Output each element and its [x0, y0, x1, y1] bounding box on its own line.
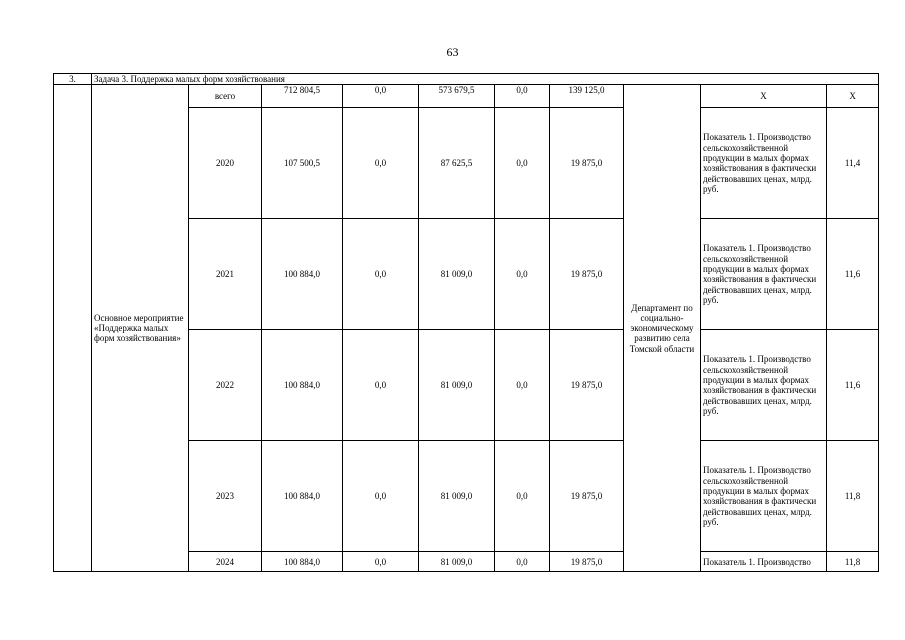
row-indicator-value: 11,8 — [827, 441, 879, 552]
row-local: 0,0 — [495, 108, 550, 219]
row-federal: 0,0 — [343, 441, 419, 552]
row-total: 100 884,0 — [262, 552, 343, 572]
total-amount: 712 804,5 — [262, 85, 343, 108]
row-regional: 81 009,0 — [419, 441, 495, 552]
row-local: 0,0 — [495, 219, 550, 330]
row-local: 0,0 — [495, 552, 550, 572]
row-total: 100 884,0 — [262, 330, 343, 441]
row-regional: 81 009,0 — [419, 330, 495, 441]
total-extra: 139 125,0 — [550, 85, 624, 108]
row-extra: 19 875,0 — [550, 219, 624, 330]
department-cell: Департамент по социально-экономическому развитию села Томской области — [624, 85, 701, 572]
number-cell-empty — [54, 85, 92, 572]
row-indicator-value: 11,6 — [827, 219, 879, 330]
total-federal: 0,0 — [343, 85, 419, 108]
program-table — [53, 73, 879, 572]
event-name: Основное мероприятие «Поддержка малых форм хозяйствования» — [92, 85, 189, 572]
row-federal: 0,0 — [343, 108, 419, 219]
row-federal: 0,0 — [343, 219, 419, 330]
task-row — [54, 74, 879, 85]
row-regional: 87 625,5 — [419, 108, 495, 219]
row-year: 2024 — [189, 552, 262, 572]
row-federal: 0,0 — [343, 552, 419, 572]
row-regional: 81 009,0 — [419, 219, 495, 330]
page-number: 63 — [446, 45, 459, 59]
row-indicator-value: 11,4 — [827, 108, 879, 219]
total-indicator: Х — [701, 85, 827, 108]
row-indicator-value: 11,6 — [827, 330, 879, 441]
row-extra: 19 875,0 — [550, 441, 624, 552]
row-year: 2020 — [189, 108, 262, 219]
row-total: 100 884,0 — [262, 441, 343, 552]
total-indicator-value: Х — [827, 85, 879, 108]
row-extra: 19 875,0 — [550, 552, 624, 572]
total-label: всего — [189, 85, 262, 108]
row-federal: 0,0 — [343, 330, 419, 441]
row-total: 107 500,5 — [262, 108, 343, 219]
row-indicator-value: 11,8 — [827, 552, 879, 572]
row-regional: 81 009,0 — [419, 552, 495, 572]
row-indicator: Показатель 1. Производство — [701, 552, 827, 572]
row-total: 100 884,0 — [262, 219, 343, 330]
total-local: 0,0 — [495, 85, 550, 108]
task-title: Задача 3. Поддержка малых форм хозяйствования — [92, 74, 879, 85]
row-extra: 19 875,0 — [550, 330, 624, 441]
task-number: 3. — [54, 74, 92, 85]
row-indicator: Показатель 1. Производство сельскохозяйственной продукции в малых формах хозяйствования в фактически действовавших ценах, млрд. руб. — [701, 330, 827, 441]
row-local: 0,0 — [495, 330, 550, 441]
row-local: 0,0 — [495, 441, 550, 552]
row-year: 2022 — [189, 330, 262, 441]
row-indicator: Показатель 1. Производство сельскохозяйственной продукции в малых формах хозяйствования в фактически действовавших ценах, млрд. руб. — [701, 108, 827, 219]
row-extra: 19 875,0 — [550, 108, 624, 219]
row-year: 2023 — [189, 441, 262, 552]
total-row — [54, 85, 879, 108]
total-regional: 573 679,5 — [419, 85, 495, 108]
row-year: 2021 — [189, 219, 262, 330]
row-indicator: Показатель 1. Производство сельскохозяйственной продукции в малых формах хозяйствования в фактически действовавших ценах, млрд. руб. — [701, 441, 827, 552]
row-indicator: Показатель 1. Производство сельскохозяйственной продукции в малых формах хозяйствования в фактически действовавших ценах, млрд. руб. — [701, 219, 827, 330]
